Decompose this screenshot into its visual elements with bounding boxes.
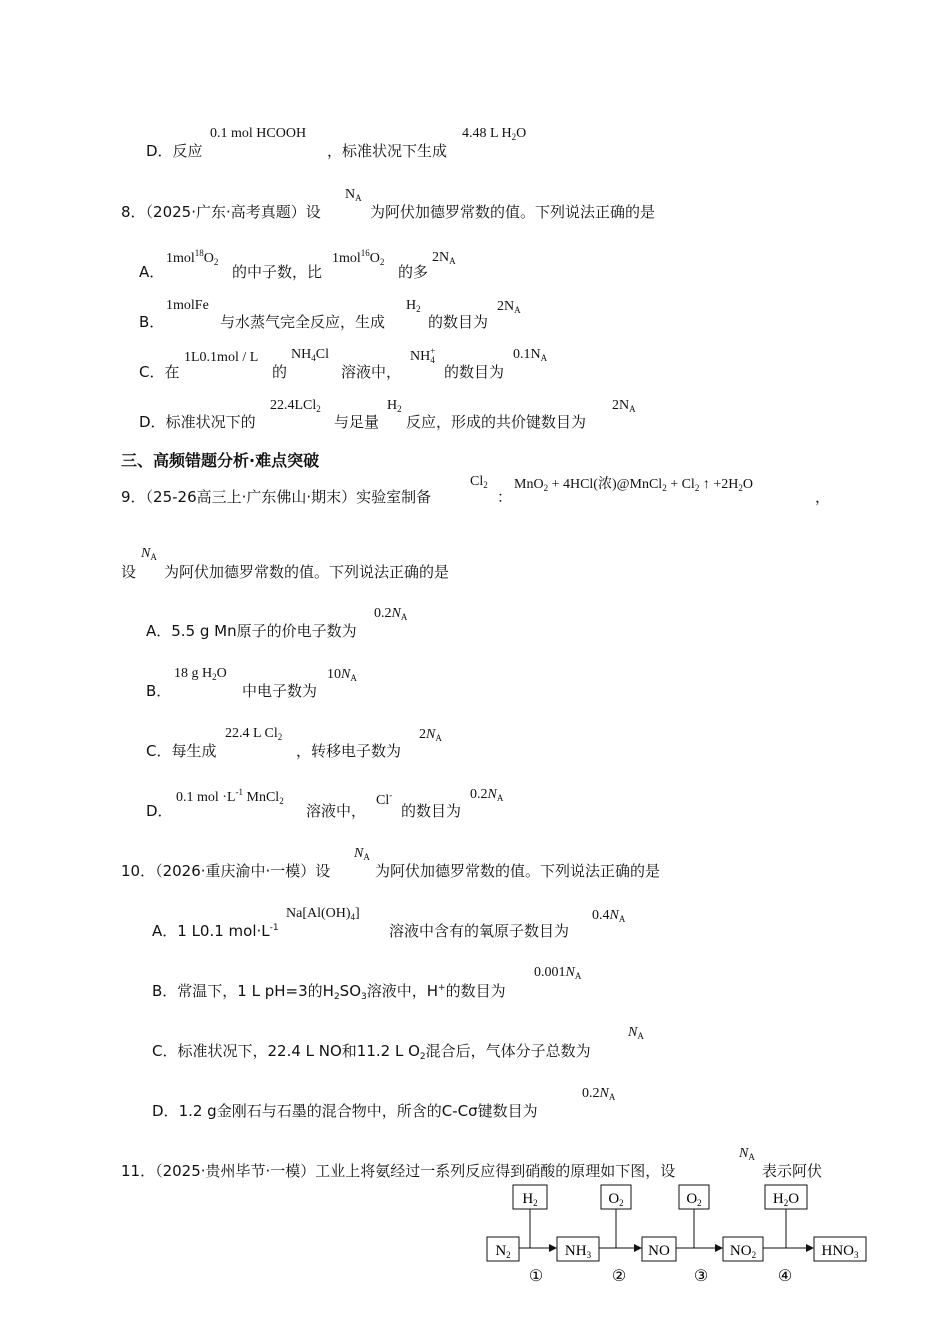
q9-option-a: A．5.5 g Mn原子的价电子数为 [146,622,357,640]
q9-d-text2: 的数目为 [401,802,462,820]
step-label-4: ④ [777,1268,793,1285]
section-heading: 三、高频错题分析·难点突破 [121,451,320,470]
q8-option-b: B． [139,313,165,331]
q9-d-formula: 0.1 mol $\cdot L^{-1}$ MnCl$_2$ [176,787,284,806]
reaction-diagram [480,1180,880,1290]
q9-b-text: 中电子数为 [242,682,318,700]
svg-text:H2: $H_2$ [522,1191,538,1208]
q8-c-formula1: 1L0.1mol / L [184,350,259,365]
svg-text:O2: $O_2$ [608,1191,624,1208]
q9-d-cl-ion: Cl- [376,790,393,808]
step-label-1: ① [528,1268,544,1285]
q9-option-c: C．每生成 [146,742,217,760]
diagram-bottom-box-n2 [487,1237,519,1261]
q10-option-b: B．常温下，1 L pH=3的$H_2SO_3$溶液中，H+的数目为 [152,982,506,1002]
diagram-bottom-box-hno3 [814,1237,866,1261]
q8-b-formula2: $H_2$ [406,298,421,314]
q8-a-formula3: $2N_A$ [432,250,456,266]
q11-na-symbol: $N_A$ [739,1146,755,1162]
q8-a-formula1: $1mol^{18}O_2$ [166,248,219,267]
q9-d-text1: 溶液中， [306,802,367,820]
q8-b-text2: 的数目为 [428,313,489,331]
q8-b-text1: 与水蒸气完全反应，生成 [220,313,386,331]
q8-d-text1: 与足量 [334,413,380,431]
q8-stem: 为阿伏加德罗常数的值。下列说法正确的是 [370,203,656,221]
step-label-3: ③ [693,1268,709,1285]
q9-c-formula: 22.4 L $Cl_2$ [225,726,283,742]
q7-d-formula: 0.1 mol HCOOH [210,126,307,141]
q8-option-d: D．标准状况下的 [139,413,256,431]
q8-c-formula4: $0.1N_A$ [513,347,548,363]
svg-text:H2O: $H_2O$ [772,1191,800,1208]
q9-c-value: $2N_A$ [419,727,442,743]
q8-option-c: C．在 [139,363,180,381]
q9-b-formula: 18 g $H_2O$ [174,666,227,682]
svg-text:NH3: $NH_3$ [564,1243,592,1260]
diagram-bottom-box-no2 [723,1237,763,1261]
q10-option-c: C．标准状况下，22.4 L NO和11.2 L $O_2$混合后，气体分子总数为 [152,1042,591,1062]
q9-stem: 为阿伏加德罗常数的值。下列说法正确的是 [164,563,450,581]
q9-cl2: $Cl_2$ [470,474,488,490]
diagram-top-box-2 [601,1185,631,1209]
q8-b-formula1: 1molFe [166,298,209,313]
q11-tail: 表示阿伏 [762,1162,823,1180]
q8-c-text2: 溶液中， [341,363,402,381]
q10-a-formula: $Na[Al(OH)_4]$ [286,906,360,922]
q10-c-value: $N_A$ [628,1025,644,1041]
svg-text:HNO3: $HNO_3$ [821,1243,859,1260]
step-label-2: ② [611,1268,627,1285]
diagram-top-box-1 [513,1185,547,1209]
q9-colon: ： [497,488,513,506]
diagram-top-box-4 [765,1185,807,1209]
diagram-bottom-box-no [642,1237,676,1261]
q9-option-d: D． [146,802,173,820]
q8-a-text2: 的多 [398,263,429,281]
q9-option-b: B． [146,682,172,700]
q9-na-symbol: $N_A$ [141,546,157,562]
q9-stem-pre: 设 [121,563,137,581]
q10-na-symbol: $N_A$ [354,846,370,862]
q7-option-d: D．反应 [146,142,203,160]
q8-header: 8．（2025·广东·高考真题）设 [121,203,321,221]
q8-c-text1: 的 [272,363,288,381]
svg-text:N2: $N_2$ [495,1243,511,1260]
q8-d-formula1: 22.4LCl$_2$ [270,398,321,414]
q8-option-a: A． [139,263,165,281]
q10-a-value: $0.4N_A$ [592,908,626,924]
q8-na-symbol: $N_A$ [345,187,362,203]
svg-text:NO: NO [648,1243,670,1259]
q9-d-value: $0.2N_A$ [470,787,504,803]
q10-option-a: A．1 L0.1 $mol\cdot L^{-1}$ [152,922,279,940]
q8-a-text1: 的中子数，比 [232,263,323,281]
q8-a-formula2: $1mol^{16}O_2$ [332,248,385,267]
q10-option-d: D．1.2 g金刚石与石墨的混合物中，所含的C-Cσ键数目为 [152,1102,538,1120]
q11-header: 11．（2025·贵州毕节·一模）工业上将氨经过一系列反应得到硝酸的原理如下图，设 [121,1162,676,1180]
diagram-bottom-box-nh3 [557,1237,599,1261]
svg-text:NO2: $NO_2$ [729,1243,757,1260]
q8-c-formula2: $NH_4Cl$ [291,347,329,363]
q8-d-formula2: $H_2$ [387,398,402,414]
q9-equation: MnO$_2$ + 4HCl(浓)@MnCl$_2$ + $Cl_2$ ↑ $+2H_2O$ [514,477,753,493]
q8-c-formula3: $NH^+_4$ [410,346,436,365]
q10-stem: 为阿伏加德罗常数的值。下列说法正确的是 [375,862,661,880]
diagram-top-box-3 [679,1185,709,1209]
q8-c-text3: 的数目为 [444,363,505,381]
q9-comma: ， [815,488,831,506]
q10-d-value: $0.2N_A$ [582,1086,616,1102]
q10-b-value: $0.001N_A$ [534,965,582,981]
q9-c-text: ，转移电子数为 [296,742,402,760]
q9-b-value: $10N_A$ [327,667,357,683]
q9-a-value: $0.2N_A$ [374,606,408,622]
q10-header: 10．（2026·重庆渝中·一模）设 [121,862,331,880]
q7-d-text: ，标准状况下生成 [327,142,448,160]
q7-d-formula2: 4.48 L $H_2O$ [462,126,527,142]
q10-a-text: 溶液中含有的氧原子数目为 [389,922,570,940]
q8-d-text2: 反应，形成的共价键数目为 [406,413,587,431]
q9-header: 9．（25-26高三上·广东佛山·期末）实验室制备 [121,488,432,506]
svg-text:O2: $O_2$ [686,1191,702,1208]
q8-d-formula3: $2N_A$ [612,398,636,414]
q8-b-formula3: $2N_A$ [497,299,521,315]
